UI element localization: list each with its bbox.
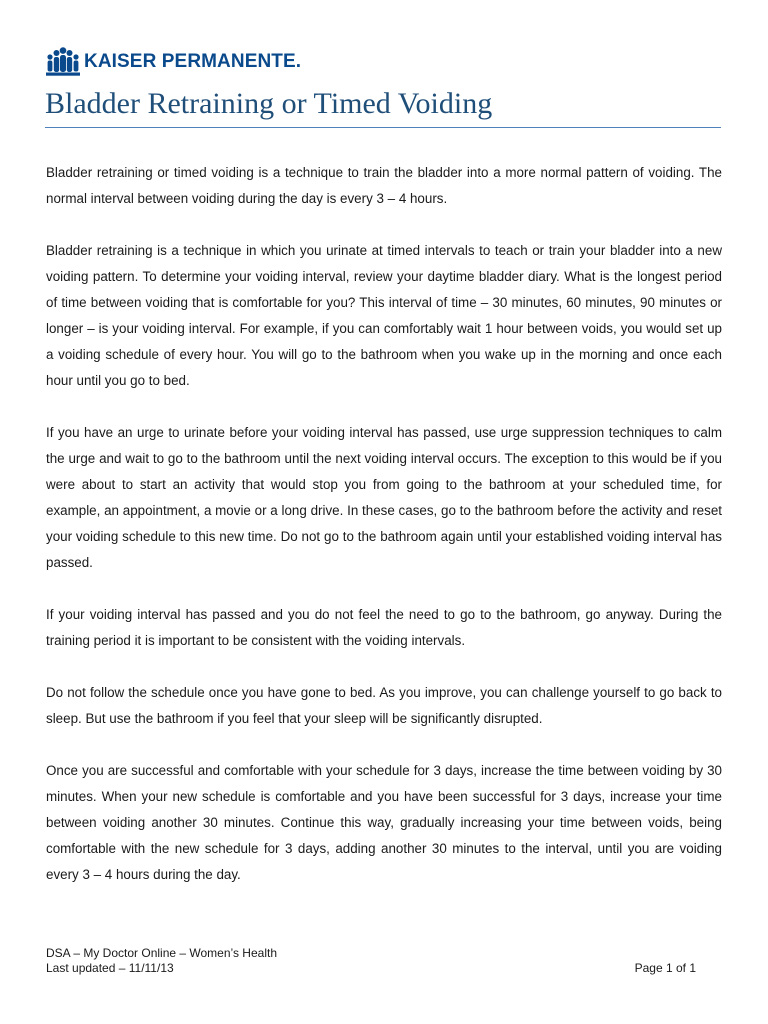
footer-source: DSA – My Doctor Online – Women’s Health <box>46 946 277 960</box>
paragraph: Once you are successful and comfortable with your schedule for 3 days, increase the time between voiding by 30 minutes. When your new schedule is comfortable and you have been successful for 3 days, increase your time between voiding another 30 minutes. Continue this way, gradually increasing your time between voids, being comfortable with the new schedule for 3 days, adding another 30 minutes to the interval, until you are voiding every 3 – 4 hours during the day. <box>46 763 722 882</box>
paragraph: If you have an urge to urinate before your voiding interval has passed, use urge suppression techniques to calm the urge and wait to go to the bathroom until the next voiding interval occurs. The exception to this would be if you were about to start an activity that would stop you from going to the bathroom at your scheduled time, for example, an appointment, a movie or a long drive. In these cases, go to the bathroom before the activity and reset your voiding schedule to this new time. Do not go to the bathroom again until your established voiding interval has passed. <box>46 425 722 570</box>
kaiser-permanente-logo <box>46 44 301 80</box>
paragraph: Bladder retraining or timed voiding is a technique to train the bladder into a more normal pattern of voiding. The normal interval between voiding during the day is every 3 – 4 hours. <box>46 165 722 206</box>
document-title: Bladder Retraining or Timed Voiding <box>45 87 493 120</box>
paragraph: If your voiding interval has passed and you do not feel the need to go to the bathroom, go anyway. During the training period it is important to be consistent with the voiding intervals. <box>46 607 722 648</box>
document-body <box>46 160 722 914</box>
paragraph: Bladder retraining is a technique in which you urinate at timed intervals to teach or train your bladder into a new voiding pattern. To determine your voiding interval, review your daytime bladder diary. What is the longest period of time between voiding that is comfortable for you? This interval of time – 30 minutes, 60 minutes, 90 minutes or longer – is your voiding interval. For example, if you can comfortably wait 1 hour between voids, you would set up a voiding schedule of every hour. You will go to the bathroom when you wake up in the morning and once each hour until you go to bed. <box>46 243 722 388</box>
footer-last-updated: Last updated – 11/11/13 <box>46 961 174 975</box>
people-icon <box>46 47 80 77</box>
title-divider <box>45 127 721 128</box>
footer-info <box>46 946 277 976</box>
logo-wordmark: KAISER PERMANENTE. <box>84 51 302 72</box>
page-number: Page 1 of 1 <box>634 961 696 975</box>
paragraph: Do not follow the schedule once you have gone to bed. As you improve, you can challenge yourself to go back to sleep. But use the bathroom if you feel that your sleep will be significantly disrupted. <box>46 685 722 726</box>
